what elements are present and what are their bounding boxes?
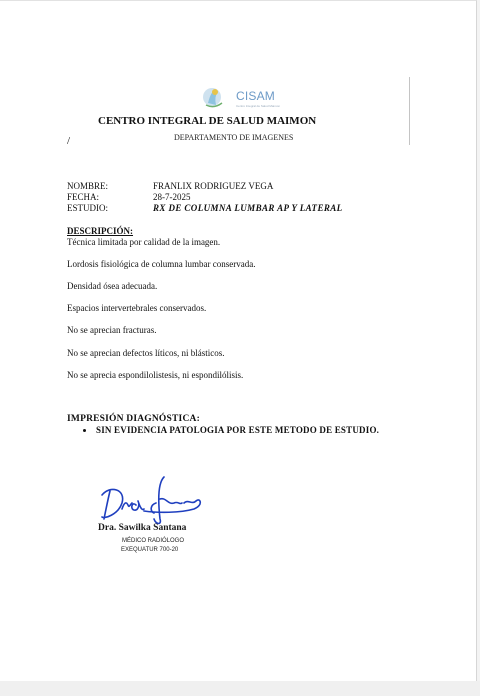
signer-role: MÉDICO RADIÓLOGO — [122, 538, 185, 544]
description-line: Técnica limitada por calidad de la imagen. — [67, 237, 221, 247]
impression-item: SIN EVIDENCIA PATOLOGIA POR ESTE METODO DE ESTUDIO. — [96, 425, 380, 435]
description-line: No se aprecian defectos líticos, ni blásticos. — [67, 348, 225, 358]
description-line: Lordosis fisiológica de columna lumbar conservada. — [67, 259, 256, 269]
study-label: ESTUDIO: — [67, 203, 108, 213]
name-value: FRANLIX RODRIGUEZ VEGA — [153, 181, 274, 191]
description-line: Espacios intervertebrales conservados. — [67, 303, 207, 313]
department-title: DEPARTAMENTO DE IMAGENES — [174, 133, 294, 142]
logo-text: CISAM — [236, 89, 276, 103]
handwritten-signature-icon — [96, 475, 208, 525]
date-value: 28-7-2025 — [153, 192, 191, 202]
viewer-background — [0, 681, 480, 696]
text-cursor: / — [67, 135, 71, 147]
impression-title: IMPRESIÓN DIAGNÓSTICA: — [67, 414, 200, 424]
header-divider — [409, 77, 410, 145]
signer-license: EXEQUATUR 700-20 — [121, 547, 179, 553]
organization-title: CENTRO INTEGRAL DE SALUD MAIMON — [98, 115, 317, 127]
description-line: No se aprecian fracturas. — [67, 325, 157, 335]
date-label: FECHA: — [67, 192, 100, 202]
description-title: DESCRIPCIÓN: — [67, 226, 134, 236]
logo-subtext: Centro Integral de Salud Maimon — [236, 104, 281, 108]
description-line: No se aprecia espondilolistesis, ni espondilólisis. — [67, 370, 244, 380]
study-value: RX DE COLUMNA LUMBAR AP Y LATERAL — [153, 203, 343, 213]
name-label: NOMBRE: — [67, 181, 109, 191]
signer-name: Dra. Sawilka Santana — [98, 523, 187, 533]
description-line: Densidad ósea adecuada. — [67, 281, 158, 291]
bullet-icon — [83, 429, 86, 432]
